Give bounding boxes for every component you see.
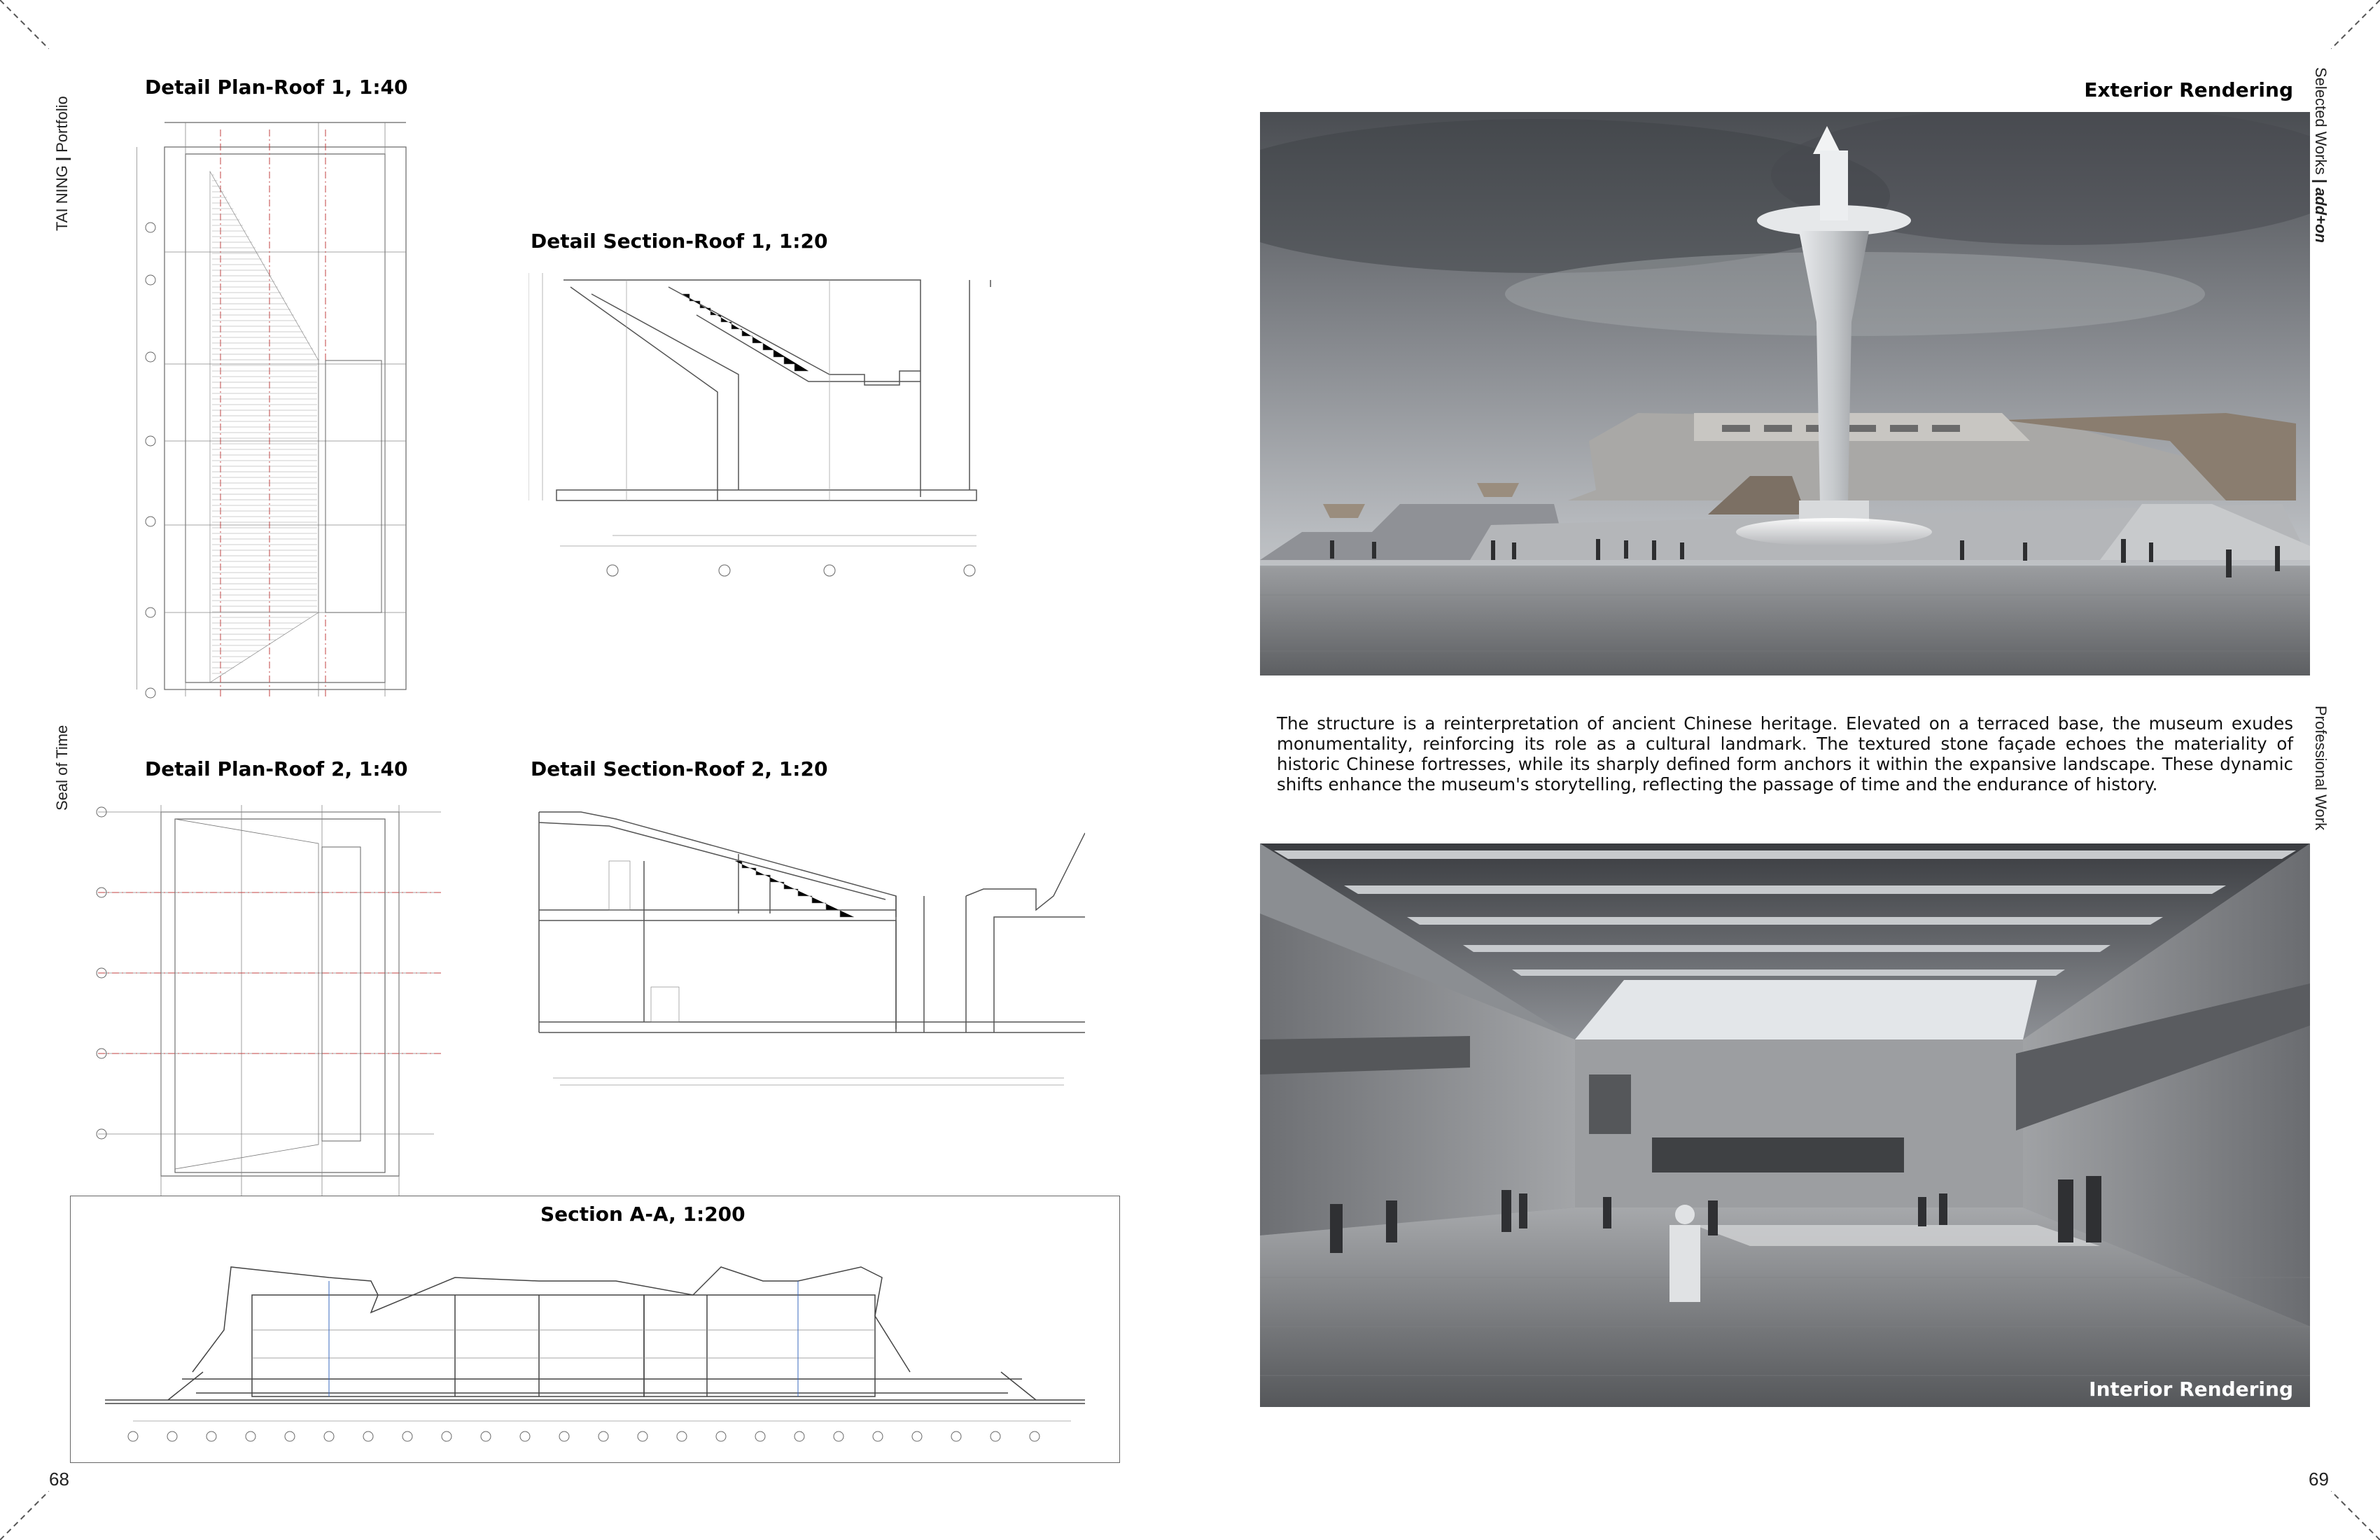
section-a-a-title: Section A-A, 1:200 [533,1203,752,1226]
running-head-section: Portfolio [53,96,71,153]
running-head-separator: | [2312,178,2330,183]
interior-rendering-image [1260,844,2310,1407]
crop-mark-bottom-left [0,1491,49,1540]
crop-mark-top-right [2331,0,2380,49]
section-roof-1-title: Detail Section-Roof 1, 1:20 [531,230,828,253]
section-roof-2-title: Detail Section-Roof 2, 1:20 [531,757,828,780]
interior-rendering-title: Interior Rendering [2089,1378,2293,1401]
exterior-rendering-title: Exterior Rendering [2084,78,2293,102]
running-head-separator: | [53,157,71,162]
right-page-number: 69 [2309,1469,2329,1490]
section-a-a-drawing [91,1253,1106,1456]
left-running-head [53,96,71,231]
right-running-head [2311,67,2330,243]
plan-roof-1-title: Detail Plan-Roof 1, 1:40 [145,76,408,99]
running-head-section: Selected Works [2312,67,2330,175]
section-roof-1-drawing [528,259,1011,581]
left-page-number: 68 [49,1469,69,1490]
studio-mark: add+on [2312,188,2330,243]
crop-mark-top-left [0,0,49,49]
plan-roof-1-drawing [136,108,451,710]
left-side-label: Seal of Time [53,724,71,811]
exterior-rendering-image [1260,112,2310,676]
right-side-label: Professional Work [2312,706,2330,831]
project-description: The structure is a reinterpretation of ancient Chinese heritage. Elevated on a terraced base, the museum exudes monumentality, reinforcing its role as a cultural landmark. The textured stone façade echoes the materiality of historic Chinese fortresses, while its sharply defined form anchors it within the expansive landscape. These dynamic shifts enhance the museum's storytelling, reflecting the passage of time and the endurance of history. [1277,713,2293,794]
plan-roof-2-title: Detail Plan-Roof 2, 1:40 [145,757,408,780]
plan-roof-2-drawing [91,791,448,1204]
crop-mark-bottom-right [2331,1491,2380,1540]
section-roof-2-drawing [532,791,1085,1099]
author-name: TAI NING [53,165,71,231]
